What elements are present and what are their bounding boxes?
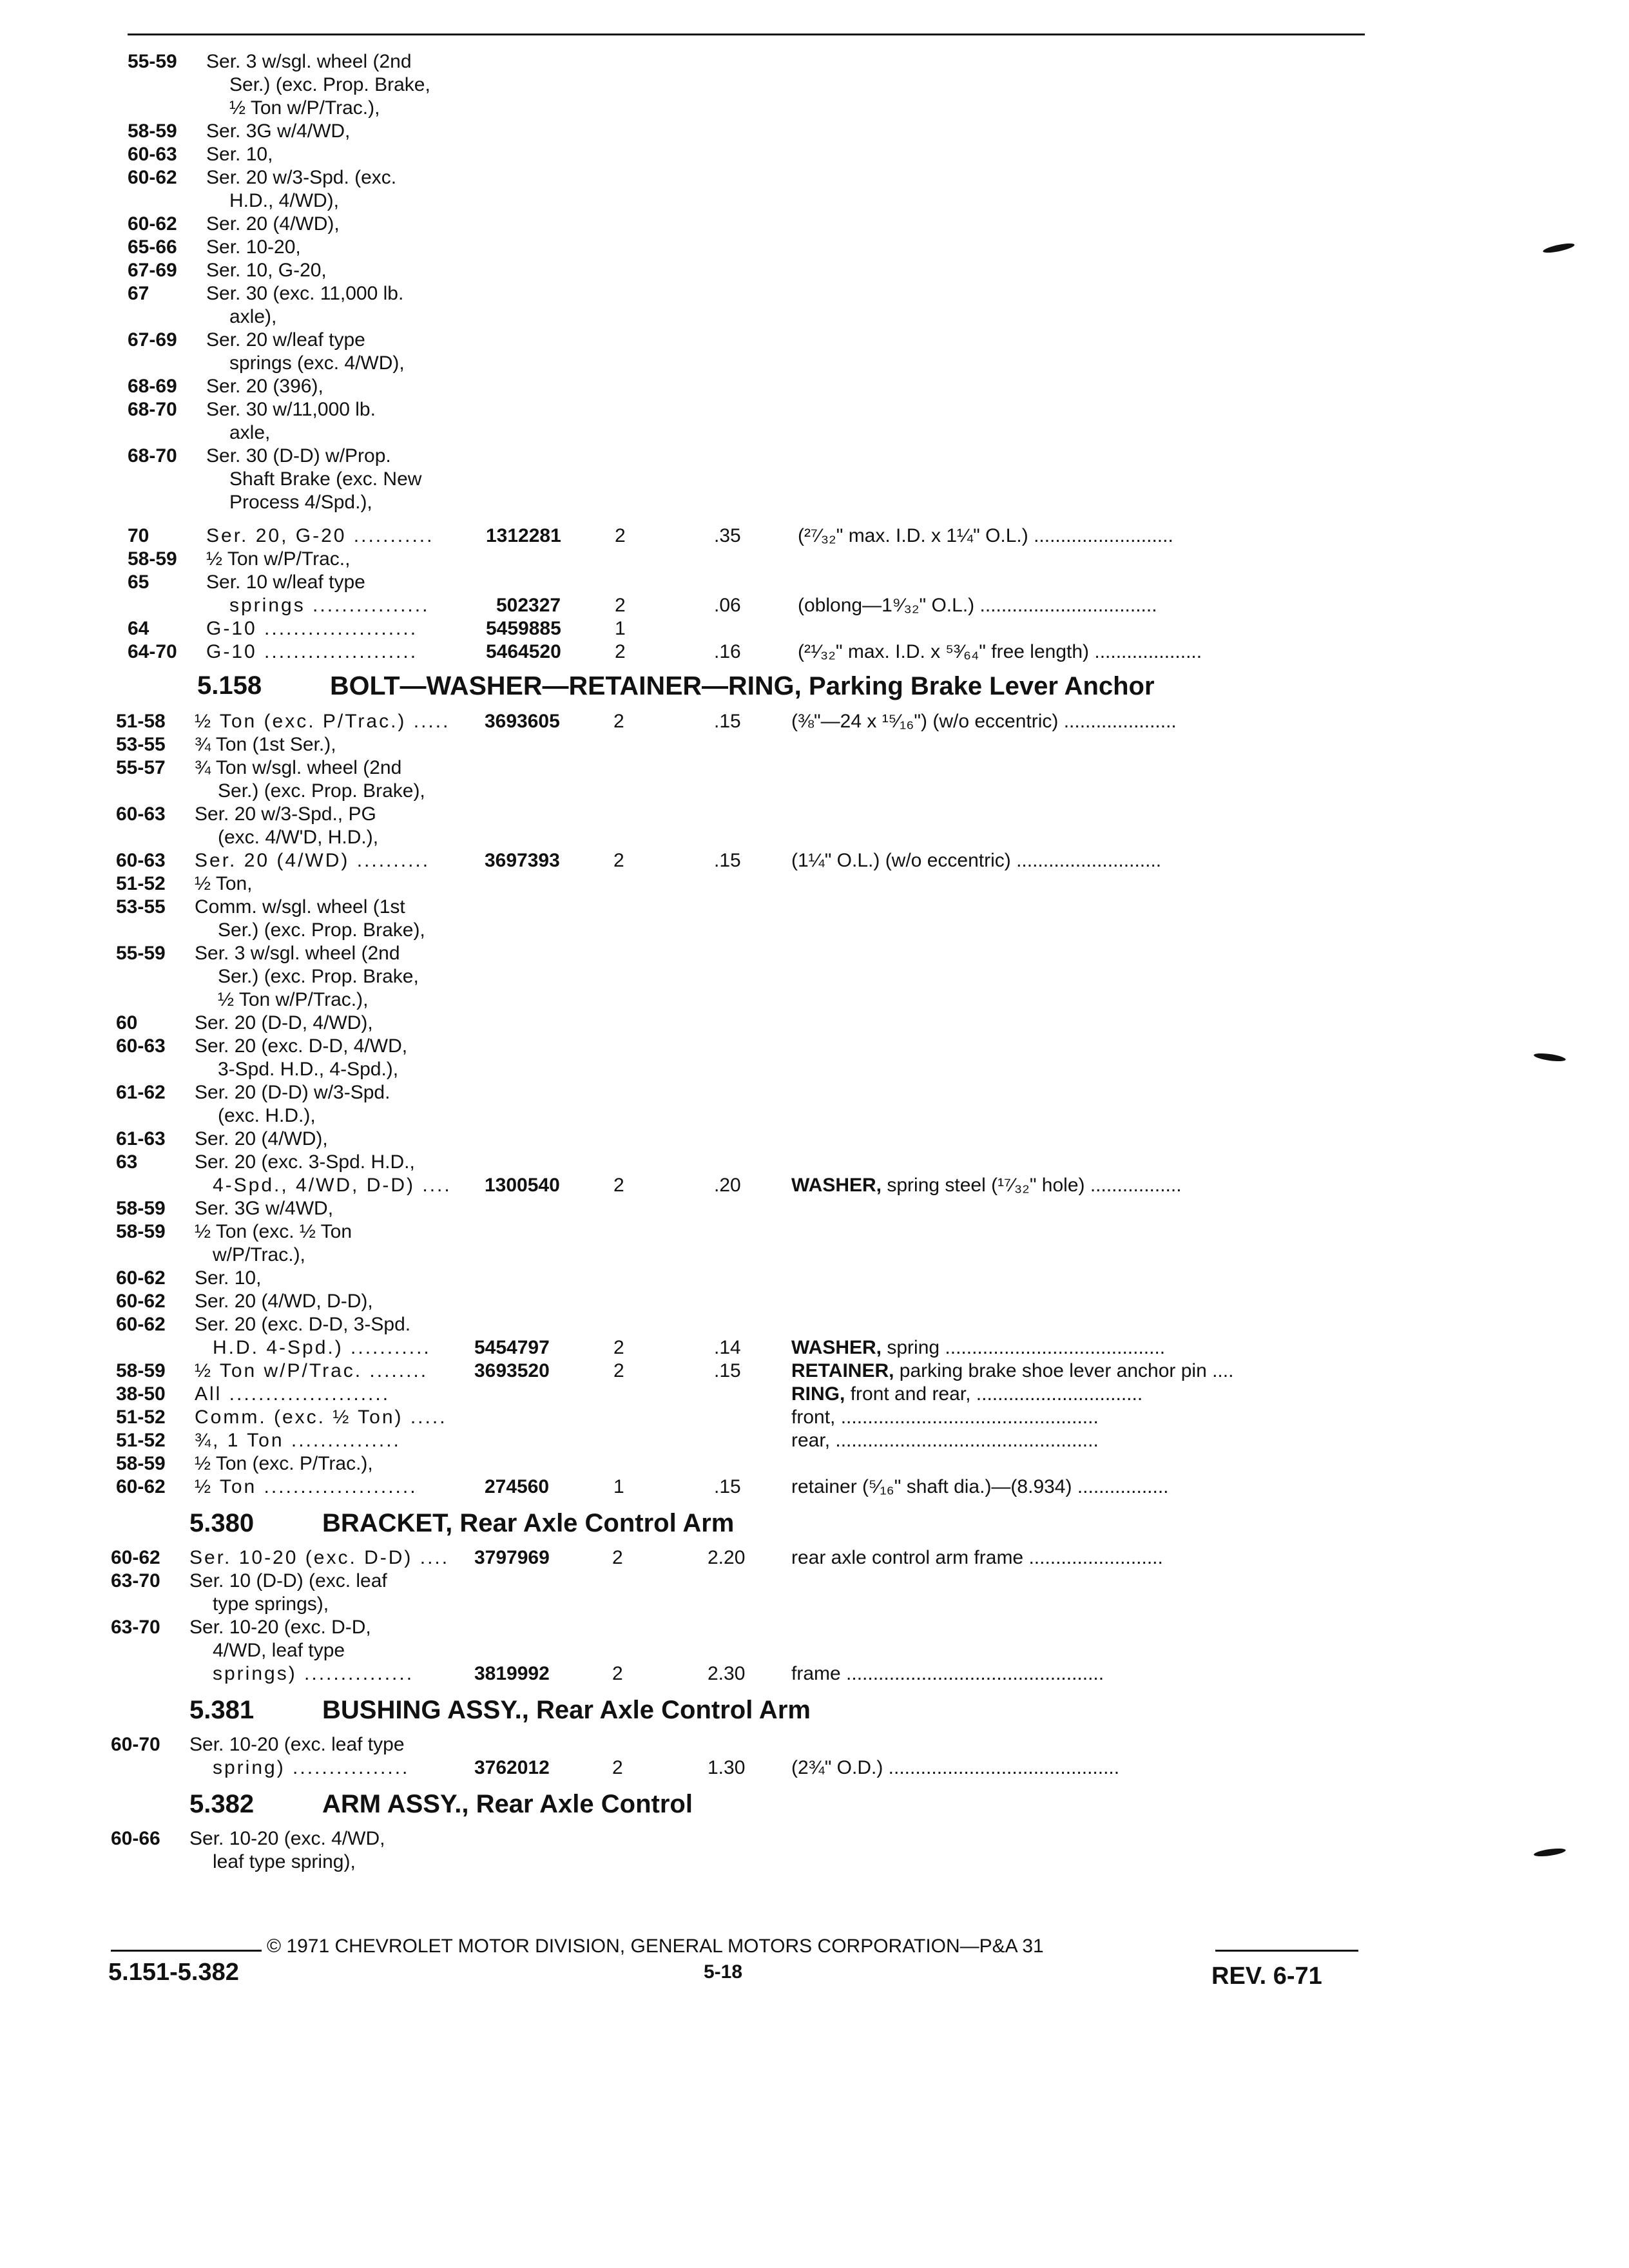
table-row — [128, 259, 1358, 282]
price: .20 — [714, 1175, 741, 1196]
table-row — [116, 733, 1353, 756]
description: Ser. 10-20 (exc. D-D, — [189, 1617, 371, 1638]
table-row — [116, 872, 1353, 896]
table-row — [116, 1267, 1353, 1290]
years: 58-59 — [128, 120, 177, 142]
part-number: 5459885 — [486, 618, 561, 639]
table-row — [116, 965, 1353, 988]
quantity: 2 — [613, 850, 624, 871]
years: 60-62 — [111, 1547, 160, 1568]
table-row — [116, 826, 1353, 849]
description: Ser.) (exc. Prop. Brake), — [218, 919, 425, 941]
price: 2.30 — [708, 1663, 746, 1684]
years: 60 — [116, 1012, 138, 1033]
description: Ser. 10, — [195, 1267, 262, 1289]
part-number: 274560 — [485, 1476, 550, 1497]
table-row — [116, 1035, 1353, 1058]
years: 58-59 — [116, 1221, 166, 1242]
description: Ser. 10-20 (exc. leaf type — [189, 1734, 405, 1755]
section-title — [322, 1789, 693, 1820]
part-notes — [791, 1383, 1142, 1406]
years: 60-62 — [116, 1476, 166, 1497]
table-row — [128, 329, 1358, 352]
part-name: RING, — [791, 1383, 845, 1405]
margin-mark — [1534, 1847, 1566, 1858]
description: Ser.) (exc. Prop. Brake, — [218, 966, 419, 987]
section-heading-5381 — [189, 1695, 1027, 1725]
description: ¾ Ton w/sgl. wheel (2nd — [195, 757, 402, 778]
years: 68-69 — [128, 376, 177, 397]
years: 55-59 — [116, 943, 166, 964]
section-title — [322, 1695, 811, 1725]
table-row — [116, 1012, 1353, 1035]
quantity: 2 — [612, 1547, 623, 1568]
price: .06 — [714, 595, 741, 616]
part-number: 3693520 — [474, 1360, 550, 1381]
years: 53-55 — [116, 896, 166, 918]
description: Process 4/Spd.), — [229, 492, 372, 513]
part-number: 502327 — [496, 595, 561, 616]
table-row — [128, 97, 1358, 120]
table-row — [116, 849, 1353, 872]
quantity: 2 — [613, 711, 624, 732]
years: 60-62 — [116, 1291, 166, 1312]
description: ½ Ton (exc. P/Trac.), — [195, 1453, 373, 1474]
table-row — [116, 942, 1353, 965]
table-row — [128, 73, 1358, 97]
table-row — [128, 468, 1358, 491]
section-number: 5.380 — [189, 1509, 255, 1537]
price: .15 — [714, 1476, 741, 1497]
years: 60-66 — [111, 1828, 160, 1849]
part-number: 3693605 — [485, 711, 560, 732]
table-row — [116, 780, 1353, 803]
description: Ser. 20 (D-D) w/3-Spd. — [195, 1082, 390, 1103]
table-row — [116, 988, 1353, 1012]
years: 58-59 — [116, 1453, 166, 1474]
years: 65 — [128, 572, 149, 593]
description: All ...................... — [195, 1383, 390, 1405]
part-name: WASHER, — [791, 1337, 882, 1358]
description: leaf type spring), — [213, 1851, 356, 1872]
table-row — [111, 1733, 1348, 1756]
table-row — [111, 1662, 1348, 1686]
table-row — [128, 524, 1358, 548]
table-row — [116, 710, 1353, 733]
description: ¾ Ton (1st Ser.), — [195, 734, 336, 755]
description: H.D., 4/WD), — [229, 190, 339, 211]
years: 61-63 — [116, 1128, 166, 1149]
table-row — [128, 189, 1358, 213]
price: 2.20 — [708, 1547, 746, 1568]
quantity: 2 — [612, 1757, 623, 1778]
section-number: 5.381 — [189, 1696, 255, 1724]
table-row — [128, 236, 1358, 259]
section-title-main: BUSHING ASSY., — [322, 1696, 529, 1724]
table-row — [128, 571, 1358, 594]
section-subtitle: Rear Axle Control Arm — [459, 1509, 735, 1537]
quantity: 2 — [615, 595, 626, 616]
description: Ser. 20 (4/WD) .......... — [195, 850, 430, 871]
years: 64 — [128, 618, 149, 639]
description: 4-Spd., 4/WD, D-D) .... — [213, 1175, 452, 1196]
years: 60-70 — [111, 1734, 160, 1755]
table-row — [128, 548, 1358, 571]
quantity: 1 — [615, 618, 626, 639]
part-notes: (²¹⁄₃₂" max. I.D. x ⁵³⁄₆₄" free length) .................... — [798, 641, 1202, 662]
description: Ser. 20 w/leaf type — [206, 329, 365, 351]
years: 51-52 — [116, 1407, 166, 1428]
description: type springs), — [213, 1593, 329, 1615]
price: .35 — [714, 525, 741, 546]
description: Ser. 20 (396), — [206, 376, 323, 397]
part-notes: (oblong—1⁹⁄₃₂" O.L.) ................................. — [798, 595, 1157, 616]
part-notes: rear axle control arm frame ......................... — [791, 1547, 1163, 1568]
table-row — [116, 1360, 1353, 1383]
part-number: 1312281 — [486, 525, 561, 546]
years: 58-59 — [116, 1198, 166, 1219]
quantity: 2 — [613, 1175, 624, 1196]
section-number: 5.158 — [197, 671, 262, 700]
part-notes: (⅜"—24 x ¹⁵⁄₁₆") (w/o eccentric) ..................... — [791, 711, 1177, 732]
description: springs ................ — [229, 595, 430, 616]
part-number: 3697393 — [485, 850, 560, 871]
table-row — [116, 1452, 1353, 1475]
years: 51-58 — [116, 711, 166, 732]
part-number: 1300540 — [485, 1175, 560, 1196]
description: ½ Ton, — [195, 873, 253, 894]
part-name: RETAINER, — [791, 1360, 894, 1381]
table-row — [116, 1081, 1353, 1104]
description: ½ Ton w/P/Trac., — [206, 548, 351, 570]
price: .15 — [714, 850, 741, 871]
table-row — [116, 896, 1353, 919]
section-title — [322, 1508, 734, 1539]
description: (exc. 4/W'D, H.D.), — [218, 827, 379, 848]
description: Ser. 10-20 (exc. D-D) .... — [189, 1547, 450, 1568]
part-number: 5454797 — [474, 1337, 550, 1358]
footer-page-number: 5-18 — [704, 1961, 743, 1983]
description: Shaft Brake (exc. New — [229, 468, 422, 490]
table-row — [116, 1290, 1353, 1313]
part-notes — [791, 1360, 1233, 1383]
description: Ser. 3 w/sgl. wheel (2nd — [195, 943, 400, 964]
description: Comm. (exc. ½ Ton) ..... — [195, 1407, 447, 1428]
description: Comm. w/sgl. wheel (1st — [195, 896, 405, 918]
table-row — [128, 445, 1358, 468]
part-detail: spring ......................................... — [887, 1337, 1166, 1358]
part-number: 3819992 — [474, 1663, 550, 1684]
table-row — [116, 1104, 1353, 1128]
description: Ser. 20 (D-D, 4/WD), — [195, 1012, 373, 1033]
price: .15 — [714, 1360, 741, 1381]
table-row — [128, 166, 1358, 189]
description: G-10 ..................... — [206, 618, 418, 639]
description: w/P/Trac.), — [213, 1244, 305, 1265]
years: 70 — [128, 525, 149, 546]
table-row — [111, 1827, 1348, 1850]
description: Ser. 20, G-20 ........... — [206, 525, 434, 546]
description: Ser. 20 (exc. D-D, 4/WD, — [195, 1035, 408, 1057]
table-row — [116, 1406, 1353, 1429]
table-row — [111, 1850, 1348, 1874]
description: (exc. H.D.), — [218, 1105, 316, 1126]
part-detail: spring steel (¹⁷⁄₃₂" hole) ................. — [887, 1175, 1182, 1196]
table-row — [116, 1220, 1353, 1244]
part-notes: retainer (⁵⁄₁₆" shaft dia.)—(8.934) ................. — [791, 1476, 1169, 1497]
description: Ser. 10, — [206, 144, 273, 165]
table-row — [116, 1383, 1353, 1406]
description: Ser. 3 w/sgl. wheel (2nd — [206, 51, 412, 72]
footer-page-range: 5.151-5.382 — [108, 1959, 239, 1986]
part-number: 5464520 — [486, 641, 561, 662]
table-row — [116, 1475, 1353, 1499]
part-notes: frame ................................................ — [791, 1663, 1104, 1684]
years: 60-63 — [128, 144, 177, 165]
section-title-main: BOLT—WASHER—RETAINER—RING, — [330, 671, 802, 700]
years: 55-59 — [128, 51, 177, 72]
table-row — [116, 1128, 1353, 1151]
quantity: 2 — [612, 1663, 623, 1684]
top-rule — [128, 34, 1365, 35]
years: 63-70 — [111, 1570, 160, 1591]
table-row — [128, 352, 1358, 375]
quantity: 2 — [613, 1360, 624, 1381]
margin-mark — [1534, 1052, 1566, 1063]
description: Ser. 20 (exc. D-D, 3-Spd. — [195, 1314, 411, 1335]
section-heading-5158 — [197, 670, 1254, 701]
description: Ser. 30 w/11,000 lb. — [206, 399, 376, 420]
description: ½ Ton (exc. ½ Ton — [195, 1221, 352, 1242]
description: Ser. 3G w/4/WD, — [206, 120, 351, 142]
description: springs) ............... — [213, 1663, 414, 1684]
years: 60-62 — [128, 213, 177, 235]
description: Ser. 20 (exc. 3-Spd. H.D., — [195, 1151, 415, 1173]
years: 63-70 — [111, 1617, 160, 1638]
table-row — [128, 213, 1358, 236]
description: Ser. 20 w/3-Spd., PG — [195, 803, 376, 825]
table-row — [128, 375, 1358, 398]
price: .15 — [714, 711, 741, 732]
table-row — [111, 1756, 1348, 1780]
description: Ser. 10, G-20, — [206, 260, 327, 281]
section-number: 5.382 — [189, 1790, 255, 1818]
table-row — [111, 1546, 1348, 1570]
description: 3-Spd. H.D., 4-Spd.), — [218, 1059, 399, 1080]
years: 60-62 — [116, 1314, 166, 1335]
table-row — [128, 282, 1358, 305]
description: Ser. 10 w/leaf type — [206, 572, 365, 593]
part-notes: (²⁷⁄₃₂" max. I.D. x 1¼" O.L.) .......................... — [798, 525, 1173, 546]
years: 53-55 — [116, 734, 166, 755]
table-row — [116, 1313, 1353, 1336]
part-detail: parking brake shoe lever anchor pin .... — [899, 1360, 1234, 1381]
margin-mark — [1543, 242, 1576, 255]
footer-rule-left — [111, 1950, 262, 1952]
footer-copyright: © 1971 CHEVROLET MOTOR DIVISION, GENERAL MOTORS CORPORATION—P&A 31 — [267, 1936, 1044, 1957]
description: ½ Ton w/P/Trac.), — [218, 989, 369, 1010]
part-notes: (1¼" O.L.) (w/o eccentric) ........................... — [791, 850, 1162, 871]
description: Ser. 20 (4/WD), — [206, 213, 340, 235]
description: Ser. 10-20 (exc. 4/WD, — [189, 1828, 385, 1849]
description: Ser. 3G w/4WD, — [195, 1198, 334, 1219]
part-notes: front, ................................................ — [791, 1407, 1099, 1428]
years: 68-70 — [128, 399, 177, 420]
description: ½ Ton w/P/Trac.), — [229, 97, 380, 119]
years: 55-57 — [116, 757, 166, 778]
years: 64-70 — [128, 641, 177, 662]
years: 58-59 — [128, 548, 177, 570]
quantity: 2 — [615, 641, 626, 662]
description: Ser.) (exc. Prop. Brake, — [229, 74, 430, 95]
years: 60-62 — [116, 1267, 166, 1289]
description: ½ Ton ..................... — [195, 1476, 418, 1497]
years: 68-70 — [128, 445, 177, 466]
years: 63 — [116, 1151, 138, 1173]
table-row — [116, 1197, 1353, 1220]
description: Ser. 20 (4/WD, D-D), — [195, 1291, 373, 1312]
part-number: 3797969 — [474, 1547, 550, 1568]
description: ½ Ton (exc. P/Trac.) ..... — [195, 711, 450, 732]
description: Ser. 20 (4/WD), — [195, 1128, 328, 1149]
years: 67 — [128, 283, 149, 304]
years: 51-52 — [116, 1430, 166, 1451]
part-notes — [791, 1336, 1165, 1360]
description: Ser. 30 (D-D) w/Prop. — [206, 445, 391, 466]
table-row — [116, 1336, 1353, 1360]
table-row — [128, 305, 1358, 329]
table-row — [128, 491, 1358, 514]
part-notes: rear, ................................................. — [791, 1430, 1099, 1451]
price: .16 — [714, 641, 741, 662]
table-row — [111, 1639, 1348, 1662]
description: Ser. 20 w/3-Spd. (exc. — [206, 167, 397, 188]
table-row — [116, 1151, 1353, 1174]
description: axle, — [229, 422, 271, 443]
years: 65-66 — [128, 236, 177, 258]
section-subtitle: Rear Axle Control Arm — [535, 1696, 811, 1724]
description: Ser. 30 (exc. 11,000 lb. — [206, 283, 404, 304]
years: 60-63 — [116, 1035, 166, 1057]
table-row — [111, 1570, 1348, 1593]
description: spring) ................ — [213, 1757, 410, 1778]
years: 60-62 — [128, 167, 177, 188]
table-row — [116, 1244, 1353, 1267]
table-row — [128, 143, 1358, 166]
years: 67-69 — [128, 329, 177, 351]
years: 58-59 — [116, 1360, 166, 1381]
years: 38-50 — [116, 1383, 166, 1405]
price: .14 — [714, 1337, 741, 1358]
description: ½ Ton w/P/Trac. ........ — [195, 1360, 429, 1381]
quantity: 1 — [613, 1476, 624, 1497]
description: Ser.) (exc. Prop. Brake), — [218, 780, 425, 802]
years: 51-52 — [116, 873, 166, 894]
table-row — [128, 421, 1358, 445]
table-row — [116, 1058, 1353, 1081]
section-subtitle: Rear Axle Control — [476, 1790, 693, 1818]
table-row — [128, 640, 1358, 664]
description: G-10 ..................... — [206, 641, 418, 662]
table-row — [128, 120, 1358, 143]
quantity: 2 — [613, 1337, 624, 1358]
description: springs (exc. 4/WD), — [229, 352, 405, 374]
table-row — [116, 919, 1353, 942]
table-row — [128, 398, 1358, 421]
part-detail: front and rear, ............................... — [850, 1383, 1143, 1405]
section-heading-5380 — [189, 1508, 1027, 1539]
section-heading-5382 — [189, 1789, 1027, 1820]
table-row — [128, 594, 1358, 617]
table-row — [116, 803, 1353, 826]
description: Ser. 10-20, — [206, 236, 301, 258]
section-title — [330, 670, 1155, 702]
footer-revision: REV. 6-71 — [1211, 1963, 1322, 1990]
section-title-main: BRACKET, — [322, 1509, 453, 1537]
part-notes: (2¾" O.D.) ........................................... — [791, 1757, 1120, 1778]
section-subtitle: Parking Brake Lever Anchor — [809, 672, 1155, 700]
price: 1.30 — [708, 1757, 746, 1778]
quantity: 2 — [615, 525, 626, 546]
part-name: WASHER, — [791, 1175, 882, 1196]
part-number: 3762012 — [474, 1757, 550, 1778]
description: H.D. 4-Spd.) ........... — [213, 1337, 431, 1358]
description: 4/WD, leaf type — [213, 1640, 345, 1661]
description: axle), — [229, 306, 277, 327]
table-row — [111, 1616, 1348, 1639]
description: ¾, 1 Ton ............... — [195, 1430, 401, 1451]
table-row — [116, 756, 1353, 780]
description: Ser. 10 (D-D) (exc. leaf — [189, 1570, 387, 1591]
table-row — [116, 1429, 1353, 1452]
section-title-main: ARM ASSY., — [322, 1790, 469, 1818]
years: 60-63 — [116, 803, 166, 825]
part-notes — [791, 1174, 1182, 1197]
table-row — [111, 1593, 1348, 1616]
footer-rule-right — [1215, 1950, 1358, 1952]
table-row — [128, 50, 1358, 73]
years: 67-69 — [128, 260, 177, 281]
years: 60-63 — [116, 850, 166, 871]
years: 61-62 — [116, 1082, 166, 1103]
table-row — [116, 1174, 1353, 1197]
table-row — [128, 617, 1358, 640]
